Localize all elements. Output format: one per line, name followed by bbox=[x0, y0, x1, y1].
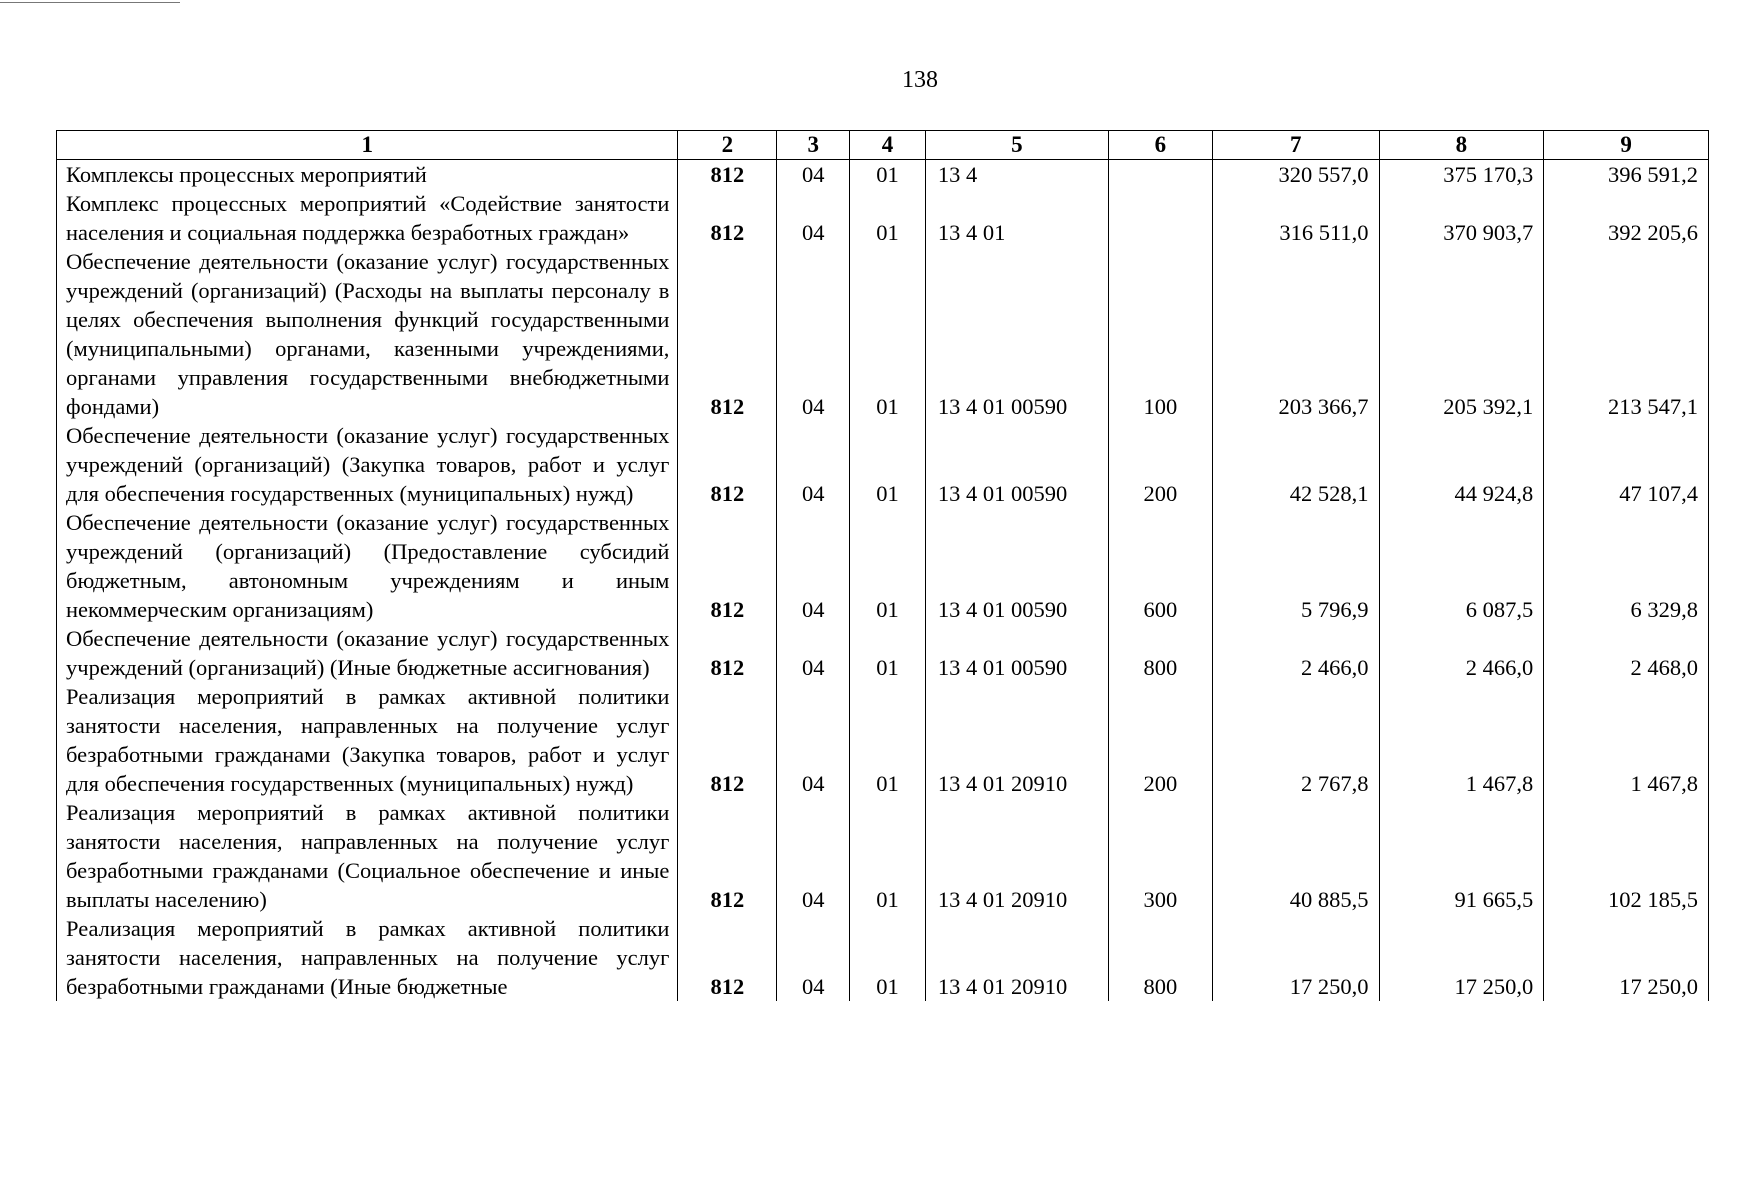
row-expense-type: 800 bbox=[1108, 624, 1212, 682]
row-section-code: 04 bbox=[777, 508, 850, 624]
row-amount-col7: 320 557,0 bbox=[1212, 160, 1379, 190]
table-row bbox=[57, 682, 1709, 798]
row-amount-col7: 42 528,1 bbox=[1212, 421, 1379, 508]
row-amount-col9: 102 185,5 bbox=[1544, 798, 1709, 914]
row-subsection-code: 01 bbox=[850, 247, 926, 421]
row-ministry-code: 812 bbox=[678, 798, 777, 914]
row-amount-col8: 1 467,8 bbox=[1379, 682, 1544, 798]
row-name: Комплексы процессных мероприятий bbox=[57, 160, 678, 190]
row-expense-type bbox=[1108, 160, 1212, 190]
row-subsection-code: 01 bbox=[850, 682, 926, 798]
table-row bbox=[57, 160, 1709, 190]
row-amount-col8: 370 903,7 bbox=[1379, 189, 1544, 247]
row-name: Комплекс процессных мероприятий «Содействие занятости населения и социальная поддержка безработных граждан» bbox=[57, 189, 678, 247]
row-target-code: 13 4 01 00590 bbox=[925, 247, 1108, 421]
table-row bbox=[57, 421, 1709, 508]
row-subsection-code: 01 bbox=[850, 798, 926, 914]
row-amount-col9: 396 591,2 bbox=[1544, 160, 1709, 190]
row-target-code: 13 4 01 00590 bbox=[925, 624, 1108, 682]
row-section-code: 04 bbox=[777, 914, 850, 1001]
table-row bbox=[57, 798, 1709, 914]
row-amount-col7: 17 250,0 bbox=[1212, 914, 1379, 1001]
row-ministry-code: 812 bbox=[678, 247, 777, 421]
row-amount-col8: 44 924,8 bbox=[1379, 421, 1544, 508]
row-amount-col9: 213 547,1 bbox=[1544, 247, 1709, 421]
row-amount-col7: 2 767,8 bbox=[1212, 682, 1379, 798]
row-amount-col9: 17 250,0 bbox=[1544, 914, 1709, 1001]
row-target-code: 13 4 01 20910 bbox=[925, 682, 1108, 798]
row-subsection-code: 01 bbox=[850, 914, 926, 1001]
row-expense-type bbox=[1108, 189, 1212, 247]
row-name: Обеспечение деятельности (оказание услуг) государственных учреждений (организаций) (Предоставление субсидий бюджетным, автономным учреждениям и иным некоммерческим организациям) bbox=[57, 508, 678, 624]
row-amount-col7: 2 466,0 bbox=[1212, 624, 1379, 682]
row-expense-type: 200 bbox=[1108, 682, 1212, 798]
row-target-code: 13 4 01 00590 bbox=[925, 421, 1108, 508]
row-amount-col9: 392 205,6 bbox=[1544, 189, 1709, 247]
row-amount-col8: 17 250,0 bbox=[1379, 914, 1544, 1001]
table-row bbox=[57, 189, 1709, 247]
row-section-code: 04 bbox=[777, 160, 850, 190]
row-expense-type: 800 bbox=[1108, 914, 1212, 1001]
row-subsection-code: 01 bbox=[850, 624, 926, 682]
row-section-code: 04 bbox=[777, 189, 850, 247]
row-section-code: 04 bbox=[777, 247, 850, 421]
row-target-code: 13 4 01 00590 bbox=[925, 508, 1108, 624]
column-header-8: 8 bbox=[1379, 131, 1544, 160]
row-subsection-code: 01 bbox=[850, 160, 926, 190]
row-ministry-code: 812 bbox=[678, 508, 777, 624]
column-header-1: 1 bbox=[57, 131, 678, 160]
row-amount-col9: 2 468,0 bbox=[1544, 624, 1709, 682]
row-ministry-code: 812 bbox=[678, 421, 777, 508]
row-name: Реализация мероприятий в рамках активной политики занятости населения, направленных на получение услуг безработными гражданами (Социальное обеспечение и иные выплаты населению) bbox=[57, 798, 678, 914]
row-name: Обеспечение деятельности (оказание услуг) государственных учреждений (организаций) (Закупка товаров, работ и услуг для обеспечения государственных (муниципальных) нужд) bbox=[57, 421, 678, 508]
row-target-code: 13 4 01 20910 bbox=[925, 798, 1108, 914]
row-ministry-code: 812 bbox=[678, 914, 777, 1001]
row-target-code: 13 4 bbox=[925, 160, 1108, 190]
row-expense-type: 200 bbox=[1108, 421, 1212, 508]
row-ministry-code: 812 bbox=[678, 682, 777, 798]
row-target-code: 13 4 01 bbox=[925, 189, 1108, 247]
row-target-code: 13 4 01 20910 bbox=[925, 914, 1108, 1001]
table-row bbox=[57, 508, 1709, 624]
row-ministry-code: 812 bbox=[678, 160, 777, 190]
budget-table bbox=[56, 130, 1709, 1001]
row-expense-type: 600 bbox=[1108, 508, 1212, 624]
row-name: Реализация мероприятий в рамках активной политики занятости населения, направленных на получение услуг безработными гражданами (Иные бюджетные bbox=[57, 914, 678, 1001]
row-amount-col8: 2 466,0 bbox=[1379, 624, 1544, 682]
row-amount-col7: 5 796,9 bbox=[1212, 508, 1379, 624]
row-amount-col7: 316 511,0 bbox=[1212, 189, 1379, 247]
row-amount-col9: 1 467,8 bbox=[1544, 682, 1709, 798]
table-row bbox=[57, 247, 1709, 421]
row-section-code: 04 bbox=[777, 682, 850, 798]
row-subsection-code: 01 bbox=[850, 508, 926, 624]
row-amount-col8: 91 665,5 bbox=[1379, 798, 1544, 914]
row-section-code: 04 bbox=[777, 421, 850, 508]
row-name: Обеспечение деятельности (оказание услуг) государственных учреждений (организаций) (Иные бюджетные ассигнования) bbox=[57, 624, 678, 682]
scan-artifact-line bbox=[0, 2, 180, 3]
table-row bbox=[57, 624, 1709, 682]
column-header-5: 5 bbox=[925, 131, 1108, 160]
row-amount-col7: 40 885,5 bbox=[1212, 798, 1379, 914]
table-header bbox=[57, 131, 1709, 160]
row-ministry-code: 812 bbox=[678, 189, 777, 247]
row-section-code: 04 bbox=[777, 624, 850, 682]
row-name: Реализация мероприятий в рамках активной политики занятости населения, направленных на получение услуг безработными гражданами (Закупка товаров, работ и услуг для обеспечения государственных (муниципальных) нужд) bbox=[57, 682, 678, 798]
row-amount-col8: 6 087,5 bbox=[1379, 508, 1544, 624]
row-name: Обеспечение деятельности (оказание услуг) государственных учреждений (организаций) (Расходы на выплаты персоналу в целях обеспечения выполнения функций государственными (муниципальными) органами, казенными учреждениями, органами управления государственными внебюджетными фондами) bbox=[57, 247, 678, 421]
row-subsection-code: 01 bbox=[850, 189, 926, 247]
page-number: 138 bbox=[902, 67, 938, 93]
row-expense-type: 300 bbox=[1108, 798, 1212, 914]
row-amount-col7: 203 366,7 bbox=[1212, 247, 1379, 421]
column-header-9: 9 bbox=[1544, 131, 1709, 160]
row-amount-col9: 47 107,4 bbox=[1544, 421, 1709, 508]
column-header-4: 4 bbox=[850, 131, 926, 160]
row-amount-col8: 375 170,3 bbox=[1379, 160, 1544, 190]
column-header-3: 3 bbox=[777, 131, 850, 160]
column-header-6: 6 bbox=[1108, 131, 1212, 160]
row-amount-col8: 205 392,1 bbox=[1379, 247, 1544, 421]
row-amount-col9: 6 329,8 bbox=[1544, 508, 1709, 624]
row-subsection-code: 01 bbox=[850, 421, 926, 508]
table-body bbox=[57, 160, 1709, 1002]
row-expense-type: 100 bbox=[1108, 247, 1212, 421]
row-ministry-code: 812 bbox=[678, 624, 777, 682]
row-section-code: 04 bbox=[777, 798, 850, 914]
table-row bbox=[57, 914, 1709, 1001]
column-header-7: 7 bbox=[1212, 131, 1379, 160]
column-header-2: 2 bbox=[678, 131, 777, 160]
header-row bbox=[57, 131, 1709, 160]
